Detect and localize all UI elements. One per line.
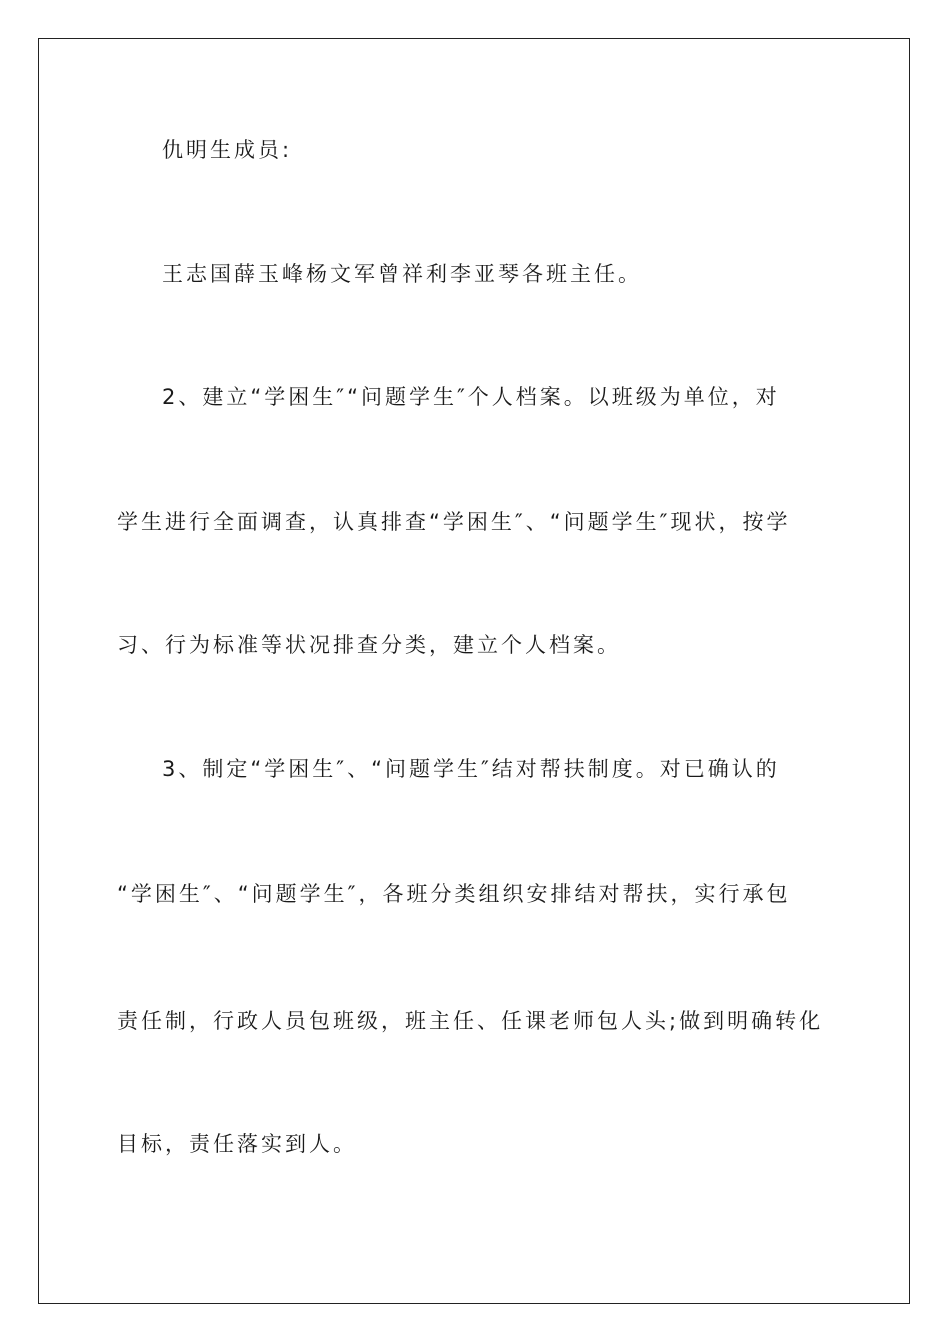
text-line: 责任制，行政人员包班级，班主任、任课老师包人头;做到明确转化 — [117, 1009, 824, 1033]
text-line: 学生进行全面调查，认真排查“学困生″、“问题学生″现状，按学 — [117, 510, 791, 534]
text-line: 仇明生成员: — [162, 138, 293, 162]
paragraph-2-start: 2、建立“学困生″“问题学生″个人档案。以班级为单位，对 — [162, 385, 780, 409]
text-line: 王志国薛玉峰杨文军曾祥利李亚琴各班主任。 — [162, 262, 642, 286]
page-border — [38, 38, 910, 1304]
text-line: “学困生″、“问题学生″，各班分类组织安排结对帮扶，实行承包 — [117, 882, 791, 906]
paragraph-3-start: 3、制定“学困生″、“问题学生″结对帮扶制度。对已确认的 — [162, 757, 780, 781]
text-line: 习、行为标准等状况排查分类，建立个人档案。 — [117, 633, 621, 657]
text-line: 目标，责任落实到人。 — [117, 1132, 357, 1156]
